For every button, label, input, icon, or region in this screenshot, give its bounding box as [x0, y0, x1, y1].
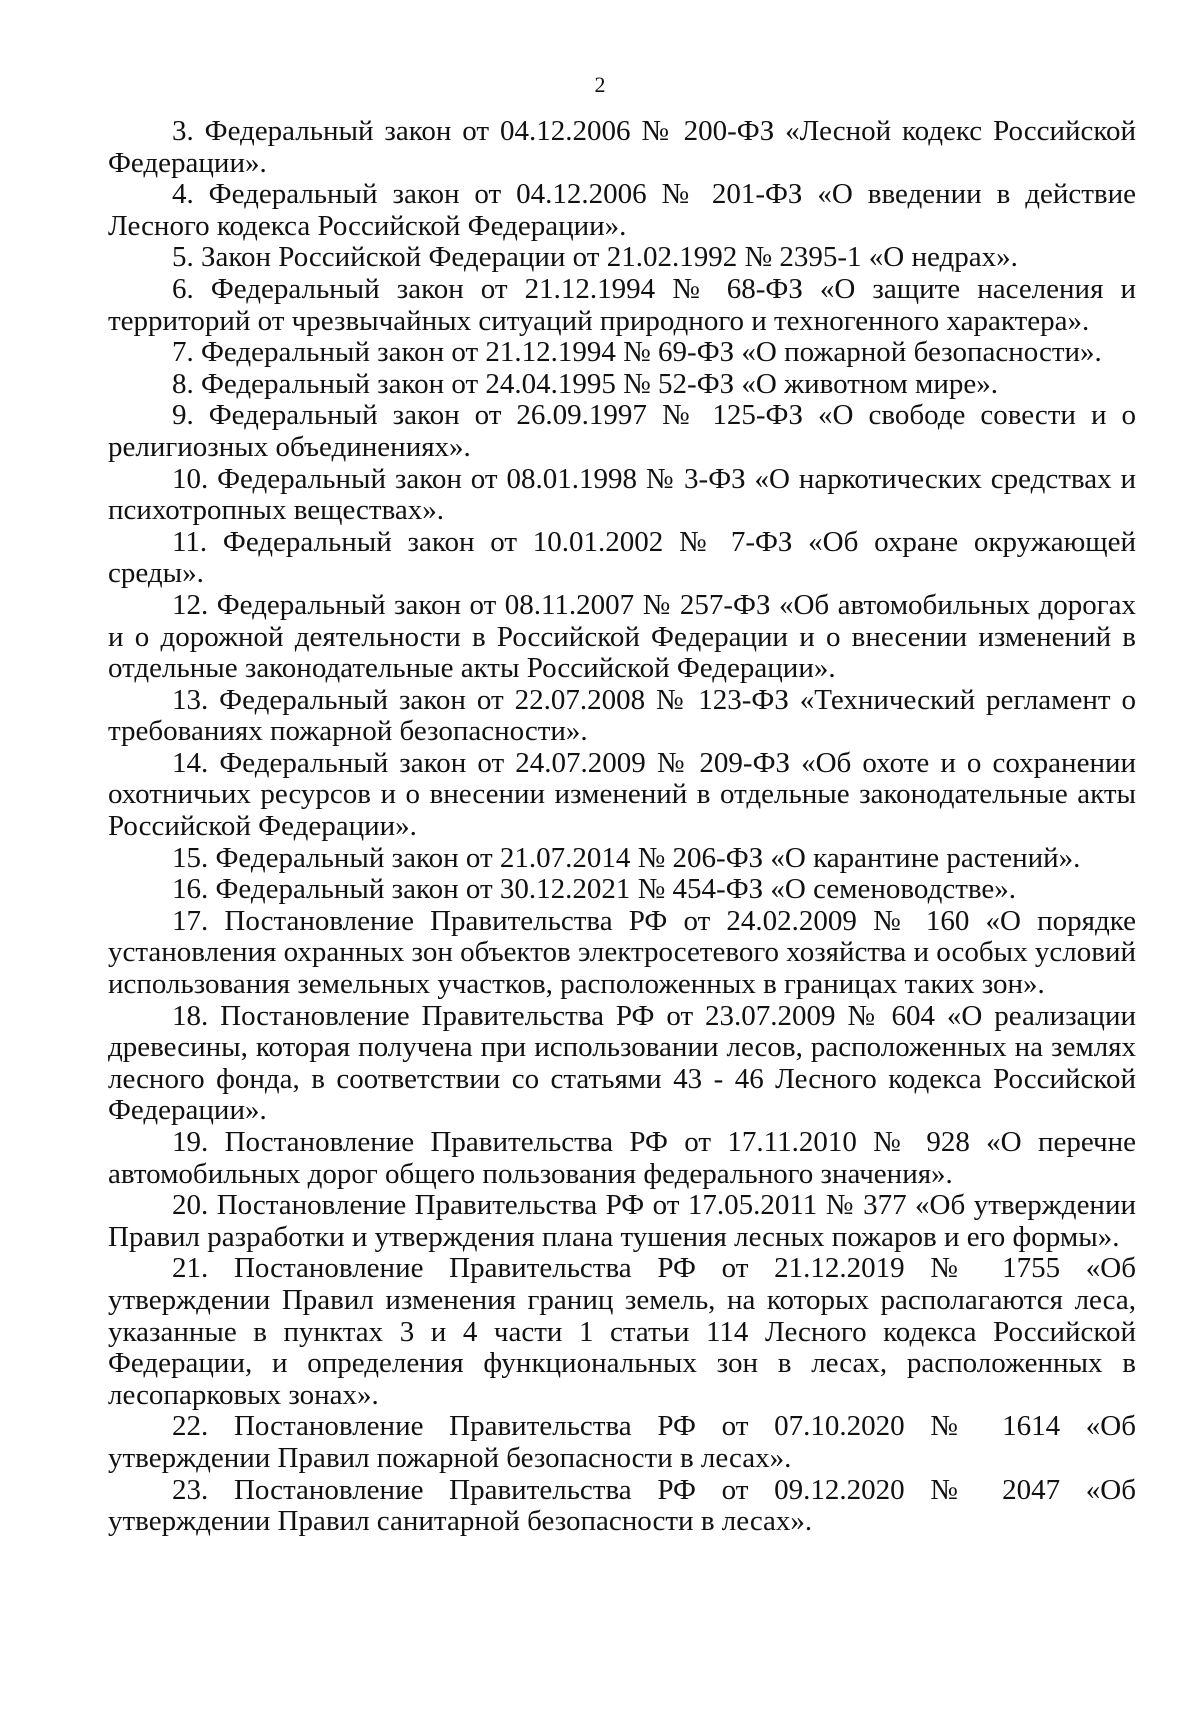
- list-item: 14. Федеральный закон от 24.07.2009 № 209-ФЗ «Об охоте и о сохранении охотничьих ресурсов и о внесении изменений в отдельные законодательные акты Российской Федерации».: [108, 746, 1136, 843]
- list-item: 9. Федеральный закон от 26.09.1997 № 125-ФЗ «О свободе совести и о религиозных объединениях».: [108, 399, 1136, 463]
- list-item: 13. Федеральный закон от 22.07.2008 № 123-ФЗ «Технический регламент о требованиях пожарной безопасности».: [108, 683, 1136, 748]
- list-item: 16. Федеральный закон от 30.12.2021 № 454-ФЗ «О семеноводстве».: [172, 873, 1017, 906]
- list-item: 11. Федеральный закон от 10.01.2002 № 7-ФЗ «Об охране окружающей среды».: [108, 525, 1136, 590]
- list-item: 20. Постановление Правительства РФ от 17.05.2011 № 377 «Об утверждении Правил разработки и утверждения плана тушения лесных пожаров и его формы».: [108, 1189, 1136, 1253]
- list-item: 22. Постановление Правительства РФ от 07.10.2020 № 1614 «Об утверждении Правил пожарной безопасности в лесах».: [108, 1410, 1136, 1474]
- list-item: 3. Федеральный закон от 04.12.2006 № 200-ФЗ «Лесной кодекс Российской Федерации».: [108, 115, 1136, 179]
- list-item: 17. Постановление Правительства РФ от 24.02.2009 № 160 «О порядке установления охранных зон объектов электросетевого хозяйства и особых условий использования земельных участков, расположенных в границах таких зон».: [108, 904, 1136, 1001]
- list-item: 18. Постановление Правительства РФ от 23.07.2009 № 604 «О реализации древесины, которая получена при использовании лесов, расположенных на землях лесного фонда, в соответствии со статьями 43 - 46 Лесного кодекса Российской Федерации».: [108, 999, 1136, 1127]
- list-item: 10. Федеральный закон от 08.01.1998 № 3-ФЗ «О наркотических средствах и психотропных веществах».: [108, 462, 1136, 527]
- list-item: 7. Федеральный закон от 21.12.1994 № 69-ФЗ «О пожарной безопасности».: [172, 336, 1102, 369]
- list-item: 6. Федеральный закон от 21.12.1994 № 68-ФЗ «О защите населения и территорий от чрезвычайных ситуаций природного и техногенного характера».: [108, 272, 1136, 337]
- list-item: 8. Федеральный закон от 24.04.1995 № 52-ФЗ «О животном мире».: [172, 367, 998, 400]
- page-number: 2: [594, 72, 606, 97]
- list-item: 23. Постановление Правительства РФ от 09.12.2020 № 2047 «Об утверждении Правил санитарной безопасности в лесах».: [108, 1473, 1136, 1538]
- list-item: 19. Постановление Правительства РФ от 17.11.2010 № 928 «О перечне автомобильных дорог общего пользования федерального значения».: [108, 1126, 1136, 1190]
- list-item: 21. Постановление Правительства РФ от 21.12.2019 № 1755 «Об утверждении Правил изменения границ земель, на которых располагаются леса, указанные в пунктах 3 и 4 части 1 статьи 114 Лесного кодекса Российской Федерации, и определения функциональных зон в лесах, расположенных в лесопарковых зонах».: [108, 1252, 1136, 1411]
- list-item: 4. Федеральный закон от 04.12.2006 № 201-ФЗ «О введении в действие Лесного кодекса Российской Федерации».: [108, 178, 1136, 242]
- list-item: 12. Федеральный закон от 08.11.2007 № 257-ФЗ «Об автомобильных дорогах и о дорожной деятельности в Российской Федерации и о внесении изменений в отдельные законодательные акты Российской Федерации».: [108, 588, 1136, 685]
- list-item: 15. Федеральный закон от 21.07.2014 № 206-ФЗ «О карантине растений».: [172, 841, 1081, 874]
- document-body: [108, 116, 1136, 1538]
- list-item: 5. Закон Российской Федерации от 21.02.1992 № 2395-1 «О недрах».: [172, 241, 1018, 274]
